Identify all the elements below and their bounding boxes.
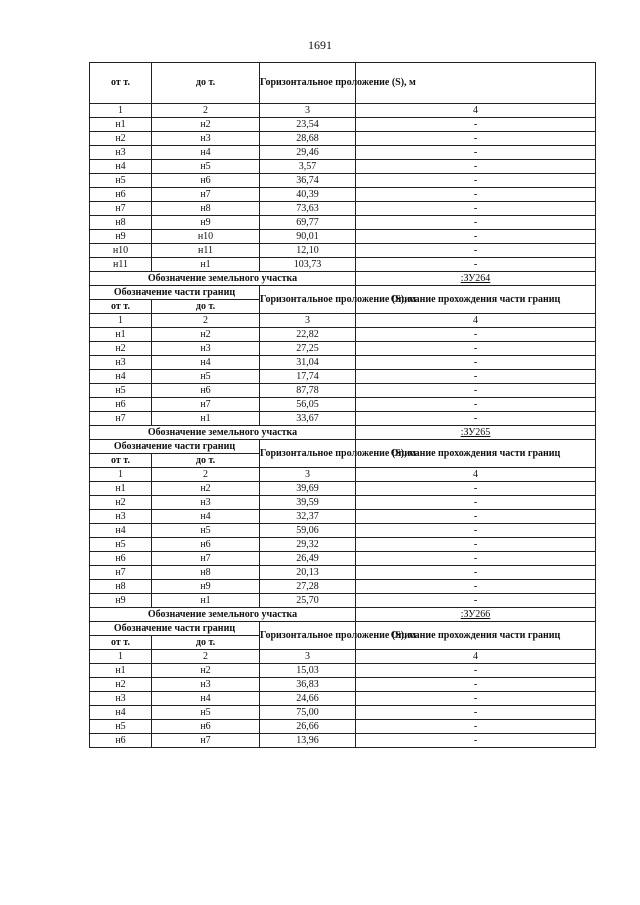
- table-row: [90, 230, 596, 244]
- to-point-cell: н3: [152, 678, 260, 692]
- parcel-title-row: [90, 272, 596, 286]
- description-cell: -: [356, 342, 596, 356]
- to-point-cell: н5: [152, 706, 260, 720]
- from-point-cell: н8: [90, 580, 152, 594]
- table-row: [90, 524, 596, 538]
- to-point-cell: н7: [152, 188, 260, 202]
- from-point-header: от т.: [90, 63, 152, 104]
- from-point-cell: н5: [90, 174, 152, 188]
- description-cell: -: [356, 132, 596, 146]
- column-number: 2: [152, 104, 260, 118]
- from-point-cell: н3: [90, 510, 152, 524]
- from-point-cell: н4: [90, 370, 152, 384]
- distance-cell: 87,78: [260, 384, 356, 398]
- table-row: [90, 328, 596, 342]
- distance-cell: 39,69: [260, 482, 356, 496]
- column-number: 2: [152, 650, 260, 664]
- distance-cell: 26,49: [260, 552, 356, 566]
- table-row: [90, 720, 596, 734]
- description-cell: -: [356, 678, 596, 692]
- table-row: [90, 370, 596, 384]
- distance-cell: 13,96: [260, 734, 356, 748]
- table-row: [90, 594, 596, 608]
- table-row: [90, 496, 596, 510]
- parcel-code: [356, 426, 596, 440]
- parcel-title-row: [90, 426, 596, 440]
- from-point-cell: н1: [90, 482, 152, 496]
- from-point-cell: н8: [90, 216, 152, 230]
- parcel-designation-label: Обозначение земельного участка: [90, 608, 356, 622]
- to-point-cell: н9: [152, 580, 260, 594]
- column-number: 4: [356, 468, 596, 482]
- description-cell: -: [356, 118, 596, 132]
- column-number: 4: [356, 314, 596, 328]
- parcel-code-text: :ЗУ265: [460, 426, 491, 438]
- from-point-cell: н3: [90, 146, 152, 160]
- table-row: [90, 160, 596, 174]
- from-point-cell: н7: [90, 412, 152, 426]
- description-cell: -: [356, 566, 596, 580]
- description-cell: -: [356, 160, 596, 174]
- table-row: [90, 692, 596, 706]
- from-point-cell: н2: [90, 678, 152, 692]
- table-row: [90, 342, 596, 356]
- column-number: 1: [90, 314, 152, 328]
- to-point-cell: н8: [152, 202, 260, 216]
- horizontal-header: Горизонтальное проложение (S), м: [260, 622, 356, 650]
- description-cell: -: [356, 188, 596, 202]
- to-point-cell: н2: [152, 664, 260, 678]
- distance-cell: 12,10: [260, 244, 356, 258]
- to-point-cell: н3: [152, 342, 260, 356]
- from-point-cell: н1: [90, 664, 152, 678]
- from-point-cell: н6: [90, 188, 152, 202]
- table-row: [90, 664, 596, 678]
- parcel-title-row: [90, 608, 596, 622]
- distance-cell: 39,59: [260, 496, 356, 510]
- table-row: [90, 384, 596, 398]
- distance-cell: 25,70: [260, 594, 356, 608]
- boundary-part-label: Обозначение части границ: [90, 622, 260, 636]
- distance-cell: 36,74: [260, 174, 356, 188]
- description-cell: -: [356, 720, 596, 734]
- table-row: [90, 734, 596, 748]
- column-numbering-row: [90, 104, 596, 118]
- horizontal-header: Горизонтальное проложение (S), м: [260, 286, 356, 314]
- description-cell: -: [356, 174, 596, 188]
- parcel-code: [356, 272, 596, 286]
- description-cell: -: [356, 230, 596, 244]
- column-number: 1: [90, 650, 152, 664]
- table-row: [90, 482, 596, 496]
- to-point-cell: н2: [152, 118, 260, 132]
- to-point-cell: н2: [152, 482, 260, 496]
- section-header-row: [90, 286, 596, 300]
- table-row: [90, 132, 596, 146]
- distance-cell: 26,66: [260, 720, 356, 734]
- description-cell: -: [356, 384, 596, 398]
- from-point-cell: н6: [90, 398, 152, 412]
- column-number: 1: [90, 104, 152, 118]
- from-point-cell: н10: [90, 244, 152, 258]
- to-point-cell: н9: [152, 216, 260, 230]
- parcel-code: [356, 608, 596, 622]
- description-cell: -: [356, 734, 596, 748]
- table-row: [90, 202, 596, 216]
- to-point-cell: н3: [152, 496, 260, 510]
- table-row: [90, 146, 596, 160]
- from-point-cell: н9: [90, 230, 152, 244]
- distance-cell: 31,04: [260, 356, 356, 370]
- column-number: 3: [260, 468, 356, 482]
- boundary-part-label: Обозначение части границ: [90, 440, 260, 454]
- table-row: [90, 510, 596, 524]
- table-row: [90, 678, 596, 692]
- to-point-header: до т.: [152, 63, 260, 104]
- description-cell: -: [356, 146, 596, 160]
- description-cell: -: [356, 580, 596, 594]
- from-point-cell: н7: [90, 202, 152, 216]
- distance-cell: 73,63: [260, 202, 356, 216]
- description-cell: -: [356, 594, 596, 608]
- to-point-header: до т.: [152, 454, 260, 468]
- from-point-cell: н5: [90, 384, 152, 398]
- to-point-cell: н3: [152, 132, 260, 146]
- description-cell: -: [356, 202, 596, 216]
- description-header: Описание прохождения части границ: [356, 440, 596, 468]
- table-row: [90, 216, 596, 230]
- distance-cell: 75,00: [260, 706, 356, 720]
- distance-cell: 32,37: [260, 510, 356, 524]
- from-point-cell: н4: [90, 160, 152, 174]
- distance-cell: 33,67: [260, 412, 356, 426]
- column-number: 4: [356, 104, 596, 118]
- to-point-cell: н5: [152, 370, 260, 384]
- to-point-cell: н1: [152, 258, 260, 272]
- to-point-cell: н4: [152, 146, 260, 160]
- section-header-row: [90, 622, 596, 636]
- description-cell: -: [356, 370, 596, 384]
- to-point-header: до т.: [152, 636, 260, 650]
- distance-cell: 103,73: [260, 258, 356, 272]
- from-point-cell: н6: [90, 552, 152, 566]
- boundary-table-body: [90, 63, 596, 748]
- column-number: 3: [260, 650, 356, 664]
- from-point-header: от т.: [90, 636, 152, 650]
- parcel-designation-label: Обозначение земельного участка: [90, 426, 356, 440]
- description-header: Описание прохождения части границ: [356, 286, 596, 314]
- distance-cell: 69,77: [260, 216, 356, 230]
- description-cell: -: [356, 356, 596, 370]
- description-cell: -: [356, 216, 596, 230]
- description-cell: -: [356, 258, 596, 272]
- description-header: Описание прохождения части границ: [356, 622, 596, 650]
- table-row: [90, 566, 596, 580]
- section-header-row: [90, 440, 596, 454]
- description-cell: -: [356, 692, 596, 706]
- from-point-cell: н5: [90, 538, 152, 552]
- distance-cell: 29,32: [260, 538, 356, 552]
- to-point-cell: н7: [152, 734, 260, 748]
- parcel-code-text: :ЗУ264: [460, 272, 491, 284]
- column-number: 2: [152, 314, 260, 328]
- to-point-cell: н7: [152, 552, 260, 566]
- parcel-code-text: :ЗУ266: [460, 608, 491, 620]
- table-row: [90, 580, 596, 594]
- to-point-cell: н10: [152, 230, 260, 244]
- from-point-cell: н3: [90, 356, 152, 370]
- column-number: 4: [356, 650, 596, 664]
- from-point-cell: н6: [90, 734, 152, 748]
- to-point-cell: н1: [152, 594, 260, 608]
- description-cell: -: [356, 524, 596, 538]
- from-point-cell: н1: [90, 328, 152, 342]
- table-row: [90, 174, 596, 188]
- to-point-cell: н1: [152, 412, 260, 426]
- distance-cell: 17,74: [260, 370, 356, 384]
- table-row: [90, 188, 596, 202]
- table-row: [90, 258, 596, 272]
- table-row: [90, 706, 596, 720]
- description-cell: -: [356, 412, 596, 426]
- distance-cell: 3,57: [260, 160, 356, 174]
- from-point-cell: н4: [90, 524, 152, 538]
- to-point-cell: н7: [152, 398, 260, 412]
- from-point-cell: н7: [90, 566, 152, 580]
- distance-cell: 27,25: [260, 342, 356, 356]
- to-point-cell: н4: [152, 692, 260, 706]
- to-point-cell: н4: [152, 510, 260, 524]
- parcel-designation-label: Обозначение земельного участка: [90, 272, 356, 286]
- column-number: 3: [260, 104, 356, 118]
- column-number: 3: [260, 314, 356, 328]
- table-row: [90, 244, 596, 258]
- column-numbering-row: [90, 468, 596, 482]
- from-point-cell: н2: [90, 496, 152, 510]
- description-cell: -: [356, 664, 596, 678]
- description-cell: -: [356, 496, 596, 510]
- distance-cell: 23,54: [260, 118, 356, 132]
- distance-cell: 36,83: [260, 678, 356, 692]
- column-number: 1: [90, 468, 152, 482]
- column-numbering-row: [90, 650, 596, 664]
- to-point-cell: н6: [152, 538, 260, 552]
- column-numbering-row: [90, 314, 596, 328]
- from-point-cell: н9: [90, 594, 152, 608]
- description-cell: -: [356, 706, 596, 720]
- to-point-cell: н4: [152, 356, 260, 370]
- page-number: 1691: [308, 38, 332, 52]
- distance-cell: 22,82: [260, 328, 356, 342]
- description-cell: -: [356, 244, 596, 258]
- boundary-table: [89, 62, 596, 748]
- to-point-cell: н2: [152, 328, 260, 342]
- from-point-cell: н3: [90, 692, 152, 706]
- table-row: [90, 356, 596, 370]
- distance-cell: 24,66: [260, 692, 356, 706]
- distance-cell: 29,46: [260, 146, 356, 160]
- horizontal-header: Горизонтальное проложение (S), м: [260, 440, 356, 468]
- table-row: [90, 118, 596, 132]
- from-point-cell: н1: [90, 118, 152, 132]
- distance-cell: 40,39: [260, 188, 356, 202]
- to-point-cell: н5: [152, 160, 260, 174]
- from-point-cell: н2: [90, 342, 152, 356]
- horizontal-header: Горизонтальное проложение (S), м: [260, 63, 356, 104]
- to-point-cell: н11: [152, 244, 260, 258]
- description-cell: -: [356, 538, 596, 552]
- distance-cell: 56,05: [260, 398, 356, 412]
- table-row: [90, 398, 596, 412]
- boundary-part-label: Обозначение части границ: [90, 286, 260, 300]
- table-row: [90, 552, 596, 566]
- to-point-header: до т.: [152, 300, 260, 314]
- to-point-cell: н6: [152, 720, 260, 734]
- description-cell: -: [356, 552, 596, 566]
- to-point-cell: н6: [152, 174, 260, 188]
- table-row: [90, 412, 596, 426]
- first-block-header: [90, 63, 596, 104]
- from-point-cell: н5: [90, 720, 152, 734]
- from-point-cell: н4: [90, 706, 152, 720]
- distance-cell: 27,28: [260, 580, 356, 594]
- from-point-cell: н11: [90, 258, 152, 272]
- to-point-cell: н5: [152, 524, 260, 538]
- distance-cell: 59,06: [260, 524, 356, 538]
- distance-cell: 20,13: [260, 566, 356, 580]
- column-number: 2: [152, 468, 260, 482]
- from-point-header: от т.: [90, 300, 152, 314]
- to-point-cell: н6: [152, 384, 260, 398]
- description-cell: -: [356, 482, 596, 496]
- description-cell: -: [356, 398, 596, 412]
- description-cell: -: [356, 510, 596, 524]
- distance-cell: 90,01: [260, 230, 356, 244]
- to-point-cell: н8: [152, 566, 260, 580]
- from-point-cell: н2: [90, 132, 152, 146]
- distance-cell: 15,03: [260, 664, 356, 678]
- table-row: [90, 538, 596, 552]
- from-point-header: от т.: [90, 454, 152, 468]
- description-cell: -: [356, 328, 596, 342]
- distance-cell: 28,68: [260, 132, 356, 146]
